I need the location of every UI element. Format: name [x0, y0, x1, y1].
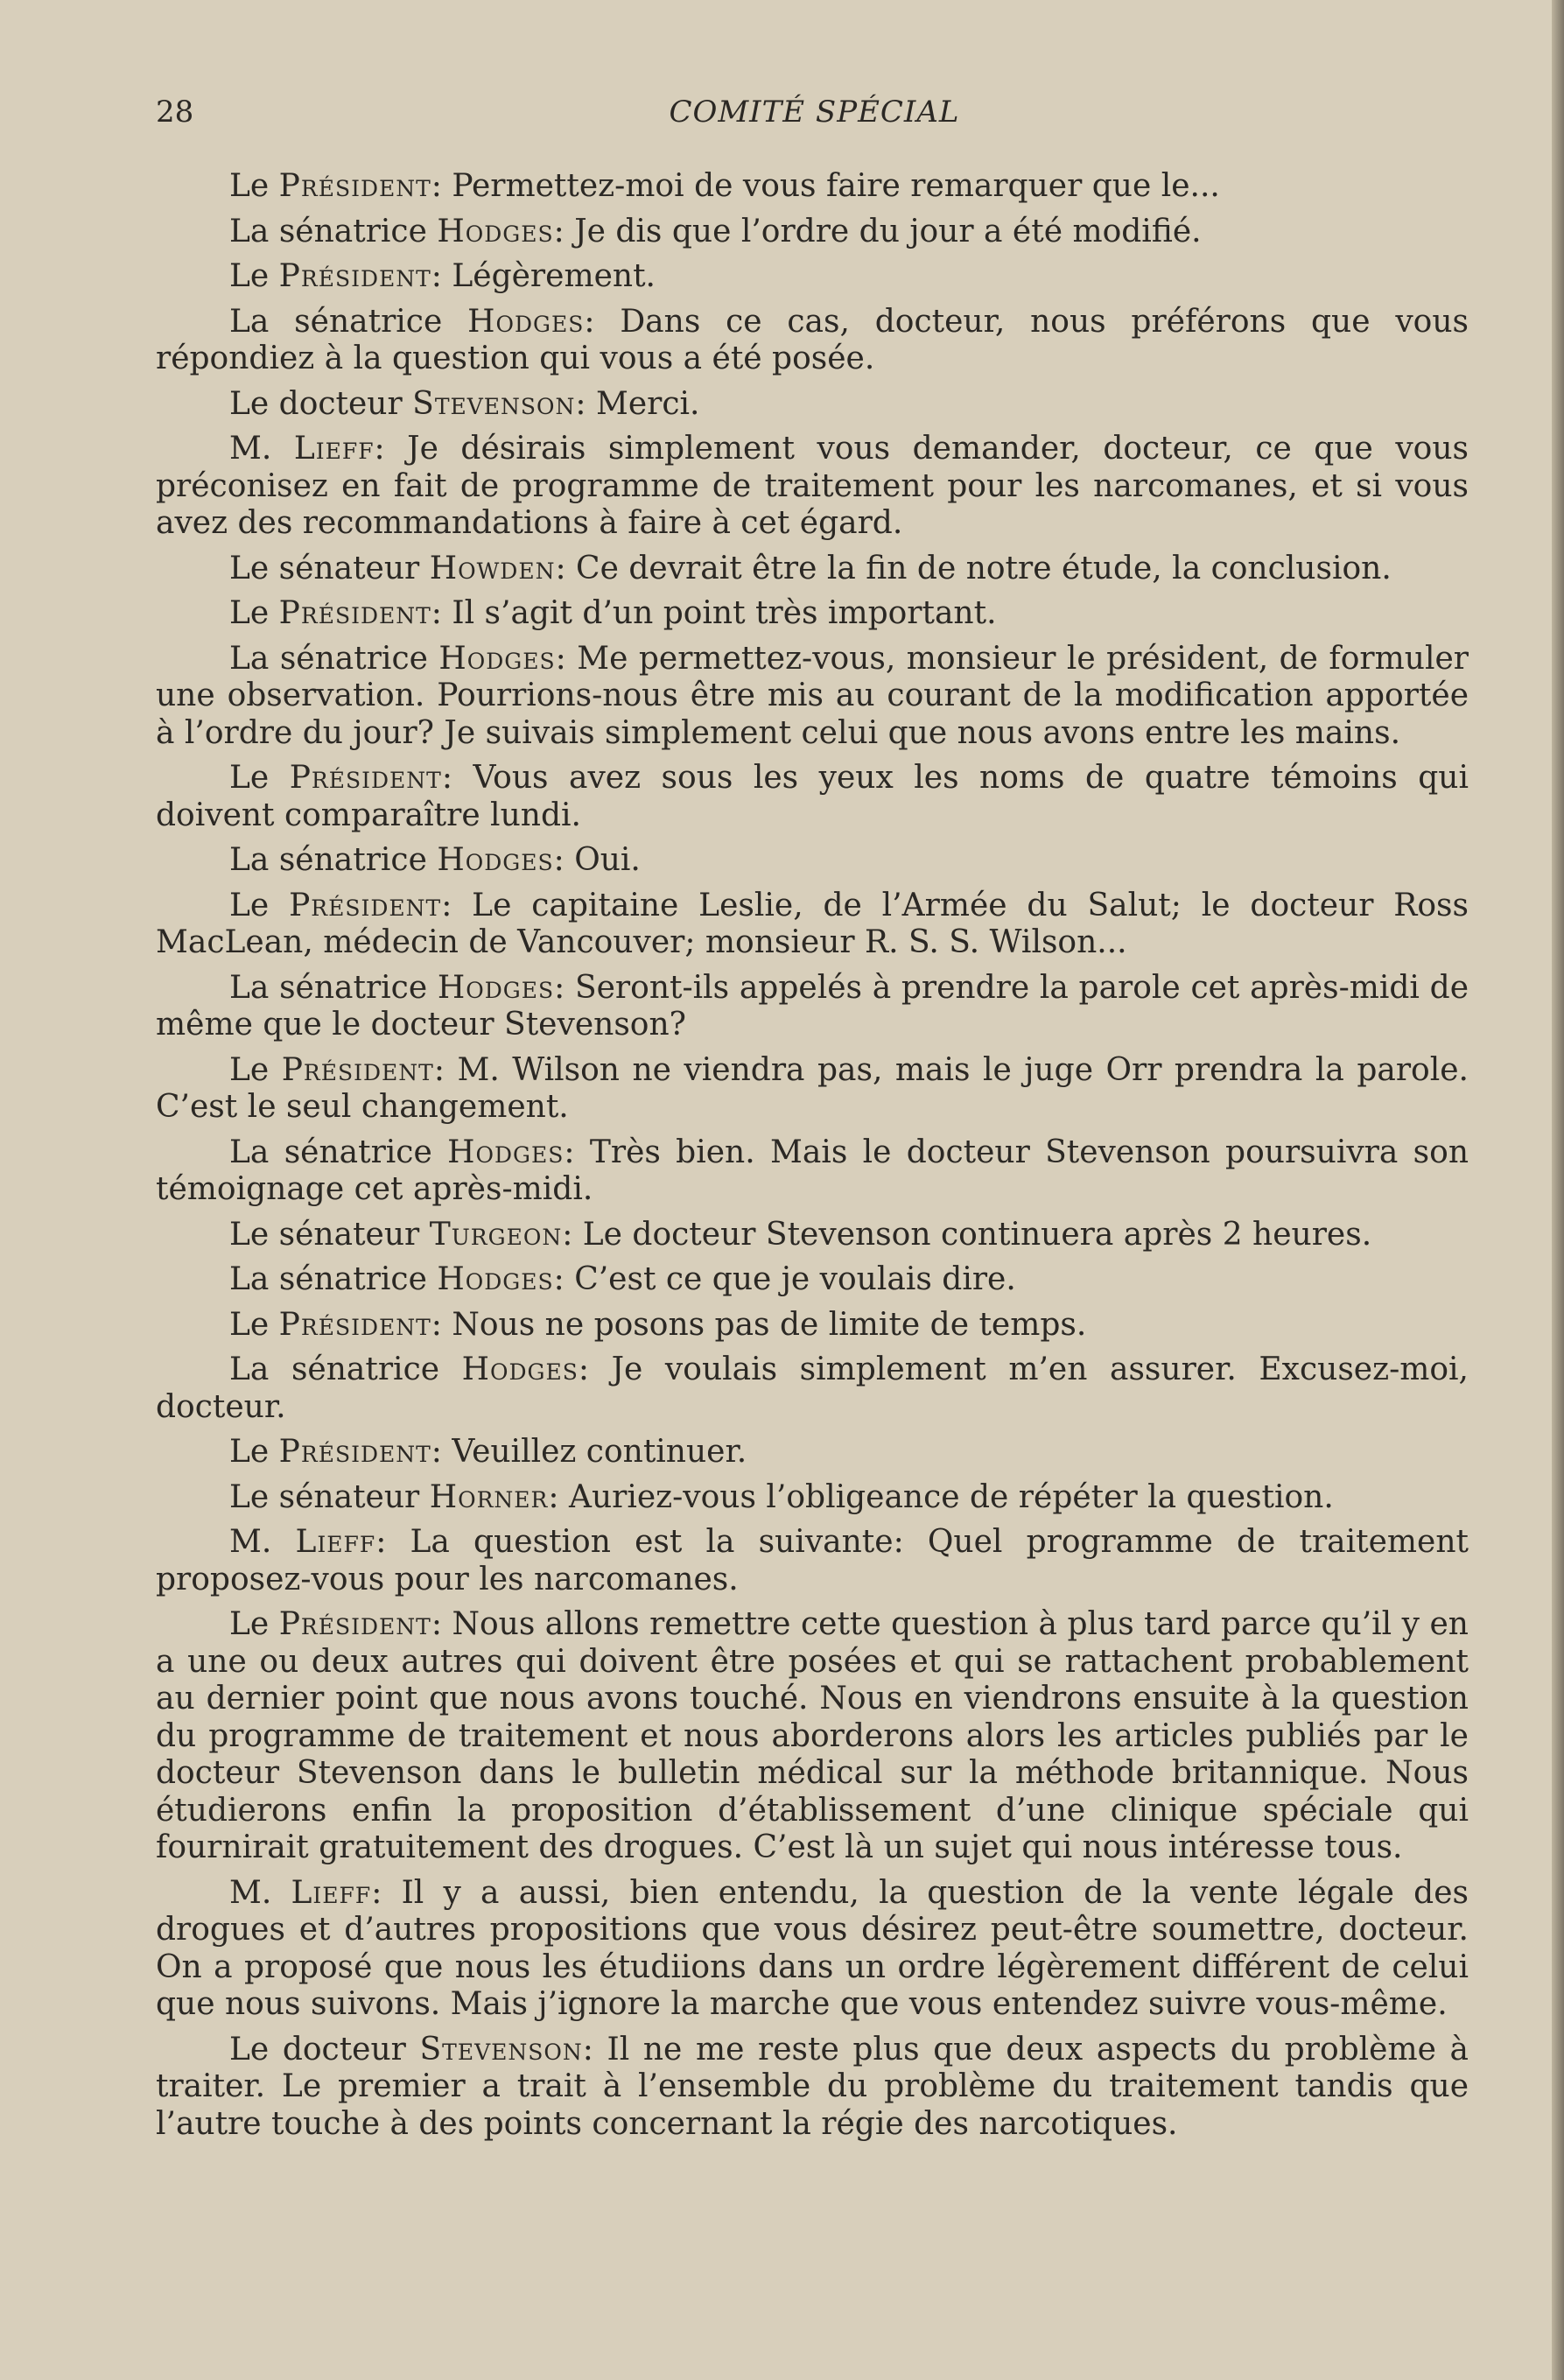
running-title: COMITÉ SPÉCIAL — [669, 95, 960, 130]
transcript-paragraph — [156, 551, 1469, 588]
speech-text: : Nous ne posons pas de limite de temps. — [431, 1306, 1087, 1343]
transcript-paragraph — [156, 168, 1469, 206]
speaker-title: Le — [229, 1306, 279, 1343]
speech-text: : Je dis que l’ordre du jour a été modifié. — [553, 213, 1202, 249]
speaker-title: Le — [229, 1606, 279, 1642]
speaker-title: Le — [229, 760, 290, 796]
transcript-paragraph — [156, 641, 1469, 753]
speaker-title: M. — [229, 1524, 296, 1560]
speaker-title: La sénatrice — [229, 640, 439, 677]
speech-text: : Seront-ils appelés à prendre la parole cet après-midi de même que le docteur Stevenson? — [156, 969, 1469, 1043]
speaker-name: Hodges — [467, 303, 585, 340]
transcript-paragraph — [156, 842, 1469, 880]
speaker-title: La sénatrice — [229, 1261, 438, 1297]
transcript-paragraph — [156, 2032, 1469, 2144]
speech-text: : Il ne me reste plus que deux aspects du problème à traiter. Le premier a trait à l’ensemble du problème du traitement tandis que l’autre touche à des points concernant la régie des narcotiques. — [156, 2031, 1469, 2142]
speaker-name: Président — [289, 760, 442, 796]
speaker-title: Le — [229, 1051, 282, 1088]
speaker-title: Le — [229, 1434, 279, 1470]
speech-text: : Dans ce cas, docteur, nous préférons que vous répondiez à la question qui vous a été posée. — [156, 303, 1469, 376]
speaker-title: La sénatrice — [229, 303, 468, 340]
speaker-name: Hodges — [437, 213, 554, 249]
speaker-title: La sénatrice — [229, 1351, 462, 1387]
speaker-title: Le — [229, 887, 290, 923]
speaker-title: La sénatrice — [229, 842, 438, 878]
speaker-title: M. — [229, 431, 294, 467]
transcript-paragraph — [156, 888, 1469, 962]
transcript-paragraph — [156, 760, 1469, 834]
speech-text: : C’est ce que je voulais dire. — [553, 1261, 1016, 1297]
speaker-name: Hodges — [461, 1351, 579, 1387]
speaker-title: Le sénateur — [229, 1216, 430, 1253]
transcript-paragraph — [156, 1134, 1469, 1209]
speech-text: : Vous avez sous les yeux les noms de quatre témoins qui doivent comparaître lundi. — [156, 760, 1469, 833]
speaker-name: Président — [289, 887, 442, 923]
transcript-paragraph — [156, 1606, 1469, 1867]
speaker-title: Le — [229, 168, 279, 204]
speaker-title: Le — [229, 595, 279, 631]
speaker-name: Président — [278, 595, 431, 631]
transcript-paragraph — [156, 214, 1469, 251]
speech-text: : Légèrement. — [431, 258, 656, 294]
speaker-name: Turgeon — [429, 1216, 563, 1253]
speaker-title: Le sénateur — [229, 550, 430, 586]
transcript-paragraph — [156, 1307, 1469, 1344]
speech-text: : Le capitaine Leslie, de l’Armée du Salut; le docteur Ross MacLean, médecin de Vancouver; monsieur R. S. S. Wilson... — [156, 887, 1469, 960]
page-header — [156, 95, 1473, 144]
speaker-name: Hodges — [437, 1261, 554, 1297]
speech-text: : Oui. — [553, 842, 641, 878]
transcript-paragraph — [156, 431, 1469, 543]
speaker-title: La sénatrice — [229, 213, 438, 249]
speaker-name: Lieff — [295, 1524, 376, 1560]
speech-text: : Merci. — [575, 385, 700, 422]
speaker-name: Stevenson — [419, 2031, 583, 2068]
speaker-title: Le — [229, 258, 279, 294]
transcript-paragraph — [156, 1479, 1469, 1517]
speech-text: : M. Wilson ne viendra pas, mais le juge Orr prendra la parole. C’est le seul changement. — [156, 1051, 1469, 1125]
speaker-name: Lieff — [293, 431, 375, 467]
transcript-paragraph — [156, 1875, 1469, 2024]
speech-text: : Permettez-moi de vous faire remarquer que le... — [431, 168, 1220, 204]
speaker-title: M. — [229, 1874, 291, 1911]
speech-text: : Nous allons remettre cette question à plus tard parce qu’il y en a une ou deux autres qui doivent être posées et qui se rattachent probablement au dernier point que nous avons touché. Nous en viendrons ensuite à la question du programme de traitement et nous aborderons alors les articles publiés par le docteur Stevenson dans le bulletin médical sur la méthode britannique. Nous étudierons enfin la proposition d’établissement d’une clinique spéciale qui fournirait gratuitement des drogues. C’est là un sujet qui nous intéresse tous. — [156, 1606, 1469, 1865]
transcript-paragraph — [156, 1052, 1469, 1127]
transcript-body — [156, 168, 1469, 2151]
transcript-paragraph — [156, 1261, 1469, 1299]
speech-text: : Je désirais simplement vous demander, docteur, ce que vous préconisez en fait de programme de traitement pour les narcomanes, et si vous avez des recommandations à faire à cet égard. — [156, 431, 1469, 541]
speech-text: : Il y a aussi, bien entendu, la question de la vente légale des drogues et d’autres propositions que vous désirez peut-être soumettre, docteur. On a proposé que nous les étudiions dans un ordre légèrement différent de celui que nous suivons. Mais j’ignore la marche que vous entendez suivre vous-même. — [156, 1874, 1469, 2022]
transcript-paragraph — [156, 970, 1469, 1044]
transcript-paragraph — [156, 1524, 1469, 1598]
page-edge-shadow — [1552, 0, 1564, 2380]
transcript-paragraph — [156, 1434, 1469, 1471]
speech-text: : Le docteur Stevenson continuera après 2 heures. — [562, 1216, 1372, 1253]
speech-text: : La question est la suivante: Quel programme de traitement proposez-vous pour les narcomanes. — [156, 1524, 1469, 1597]
speaker-name: Président — [278, 258, 431, 294]
transcript-paragraph — [156, 386, 1469, 424]
transcript-paragraph — [156, 595, 1469, 633]
speaker-name: Président — [278, 1306, 431, 1343]
speaker-title: La sénatrice — [229, 969, 438, 1006]
speaker-name: Hodges — [437, 969, 555, 1006]
speech-text: : Très bien. Mais le docteur Stevenson poursuivra son témoignage cet après-midi. — [156, 1134, 1469, 1207]
transcript-paragraph — [156, 1217, 1469, 1254]
speaker-name: Président — [278, 1606, 431, 1642]
speaker-title: Le docteur — [229, 2031, 420, 2068]
transcript-paragraph — [156, 258, 1469, 296]
speech-text: : Veuillez continuer. — [431, 1434, 747, 1470]
speaker-name: Hodges — [447, 1134, 565, 1170]
transcript-paragraph — [156, 304, 1469, 378]
speaker-name: Président — [278, 1434, 431, 1470]
transcript-paragraph — [156, 1351, 1469, 1426]
speaker-name: Hodges — [438, 640, 556, 677]
speaker-name: Stevenson — [412, 385, 576, 422]
speech-text: : Me permettez-vous, monsieur le président, de formuler une observation. Pourrions-nous être mis au courant de la modification apportée à l’ordre du jour? Je suivais simplement celui que nous avons entre les mains. — [156, 640, 1469, 751]
speaker-title: La sénatrice — [229, 1134, 448, 1170]
speaker-title: Le docteur — [229, 385, 413, 422]
speaker-name: Howden — [429, 550, 556, 586]
speech-text: : Ce devrait être la fin de notre étude, la conclusion. — [555, 550, 1392, 586]
speech-text: : Il s’agit d’un point très important. — [431, 595, 997, 631]
speaker-name: Président — [281, 1051, 434, 1088]
speaker-title: Le sénateur — [229, 1478, 430, 1515]
speaker-name: Lieff — [291, 1874, 372, 1911]
speaker-name: Horner — [429, 1478, 549, 1515]
speech-text: : Auriez-vous l’obligeance de répéter la question. — [548, 1478, 1334, 1515]
speaker-name: Président — [278, 168, 431, 204]
page-number: 28 — [156, 95, 194, 130]
speaker-name: Hodges — [437, 842, 554, 878]
speech-text: : Je voulais simplement m’en assurer. Excusez-moi, docteur. — [156, 1351, 1469, 1425]
